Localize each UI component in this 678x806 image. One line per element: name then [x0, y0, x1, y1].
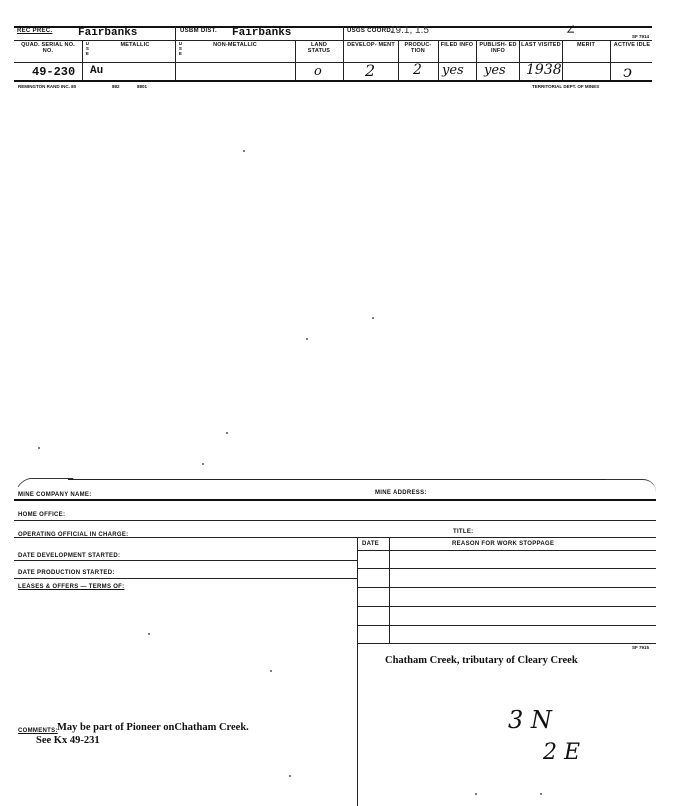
- vdiv-5: [398, 40, 399, 80]
- card-curve-left: [17, 478, 73, 487]
- quad-serial-value: 49-230: [32, 65, 76, 79]
- card-top-edge: [68, 479, 608, 480]
- back-line-3: [14, 537, 656, 538]
- speck: [540, 793, 542, 795]
- rec-prec-value: Fairbanks: [78, 27, 138, 39]
- stoppage-row-4: [357, 606, 656, 607]
- back-line-2: [14, 520, 656, 521]
- last-visited-header: LAST VISITED: [521, 42, 561, 48]
- stoppage-date-divider: [389, 537, 390, 643]
- home-office-label: HOME OFFICE:: [18, 512, 66, 518]
- row-divider-3: [14, 80, 652, 82]
- merit-header: MERIT: [576, 42, 596, 48]
- use-letters: U S E: [85, 41, 90, 56]
- comments-label: COMMENTS:: [18, 728, 58, 734]
- date-dev-started-label: DATE DEVELOPMENT STARTED:: [18, 553, 121, 559]
- vdiv-10: [610, 40, 611, 80]
- metallic-header: METALLIC: [120, 42, 150, 48]
- vdiv-7: [476, 40, 477, 80]
- speck: [289, 775, 291, 777]
- form-number: SF 7914: [632, 34, 650, 39]
- comments-line-1: May be part of Pioneer onChatham Creek.: [57, 722, 249, 733]
- speck: [372, 317, 374, 319]
- stoppage-row-5: [357, 625, 656, 626]
- land-status-header: LAND STATUS: [307, 42, 331, 54]
- title-label: TITLE:: [453, 529, 474, 535]
- last-visited-value: 1938: [526, 62, 562, 78]
- non-metallic-header: NON-METALLIC: [213, 42, 257, 48]
- active-idle-value: ↄ: [623, 62, 632, 81]
- code-2: 8801: [137, 84, 148, 89]
- form-number-2: SF 7915: [632, 645, 650, 650]
- date-prod-started-label: DATE PRODUCTION STARTED:: [18, 570, 115, 576]
- leases-label: LEASES & OFFERS — TERMS OF:: [18, 584, 125, 590]
- stoppage-left-border: [357, 537, 358, 806]
- usbm-dist-value: Fairbanks: [232, 27, 292, 39]
- vdiv-top-2: [343, 26, 344, 80]
- development-header: DEVELOP- MENT: [347, 42, 395, 48]
- township-handwritten: 3 N: [508, 706, 552, 734]
- stoppage-row-6: [357, 643, 656, 644]
- speck: [202, 463, 204, 465]
- operating-official-label: OPERATING OFFICIAL IN CHARGE:: [18, 532, 129, 538]
- printer-credit: REMINGTON RAND INC. 80: [18, 84, 77, 89]
- metallic-value: Au: [90, 65, 104, 77]
- land-status-value: o: [314, 64, 322, 79]
- back-line-1: [14, 499, 656, 501]
- back-line-4: [14, 560, 357, 561]
- speck: [38, 447, 40, 449]
- speck: [148, 633, 150, 635]
- published-info-value: yes: [484, 63, 506, 78]
- row-divider-1: [14, 40, 652, 41]
- vdiv-3: [295, 40, 296, 80]
- speck: [243, 150, 245, 152]
- card-curve-right: [606, 479, 656, 492]
- active-idle-header: ACTIVE IDLE: [613, 42, 651, 48]
- filed-info-value: yes: [442, 63, 464, 78]
- usgs-coord-value: 19.1, 1.5: [390, 25, 429, 36]
- usgs-coord-label: USGS COORD.: [347, 28, 393, 34]
- rec-prec-label: REC PREC.: [17, 28, 53, 34]
- production-header: PRODUC- TION: [404, 42, 432, 54]
- published-info-header: PUBLISH- ED INFO: [479, 42, 517, 54]
- stoppage-row-2: [357, 568, 656, 569]
- use-letters-2: U S E: [178, 41, 183, 56]
- quad-serial-header: QUAD. SERIAL NO. NO.: [21, 42, 75, 54]
- stoppage-row-1: [357, 550, 656, 551]
- filed-info-header: FILED INFO: [440, 42, 474, 48]
- stoppage-reason-header: REASON FOR WORK STOPPAGE: [452, 541, 555, 547]
- speck: [270, 670, 272, 672]
- code-1: 882: [112, 84, 120, 89]
- location-text: Chatham Creek, tributary of Cleary Creek: [385, 655, 578, 666]
- vdiv-6: [438, 40, 439, 80]
- vdiv-9: [562, 40, 563, 80]
- production-value: 2: [413, 62, 422, 78]
- back-line-5: [14, 578, 357, 579]
- comments-line-2: See Kx 49-231: [36, 735, 100, 746]
- dept-name: TERRITORIAL DEPT. OF MINES: [532, 84, 600, 89]
- development-value: 2: [365, 61, 376, 80]
- vdiv-top-1: [175, 26, 176, 80]
- corner-mark: ∠: [565, 23, 576, 38]
- stoppage-row-3: [357, 587, 656, 588]
- mine-address-label: MINE ADDRESS:: [375, 490, 427, 496]
- speck: [475, 793, 477, 795]
- speck: [226, 432, 228, 434]
- vdiv-8: [519, 40, 520, 80]
- mine-company-name-label: MINE COMPANY NAME:: [18, 492, 92, 498]
- speck: [306, 338, 308, 340]
- usbm-dist-label: USBM DIST.: [180, 28, 218, 34]
- stoppage-date-header: DATE: [362, 541, 380, 547]
- range-handwritten: 2 E: [543, 740, 581, 765]
- vdiv-1: [82, 40, 83, 80]
